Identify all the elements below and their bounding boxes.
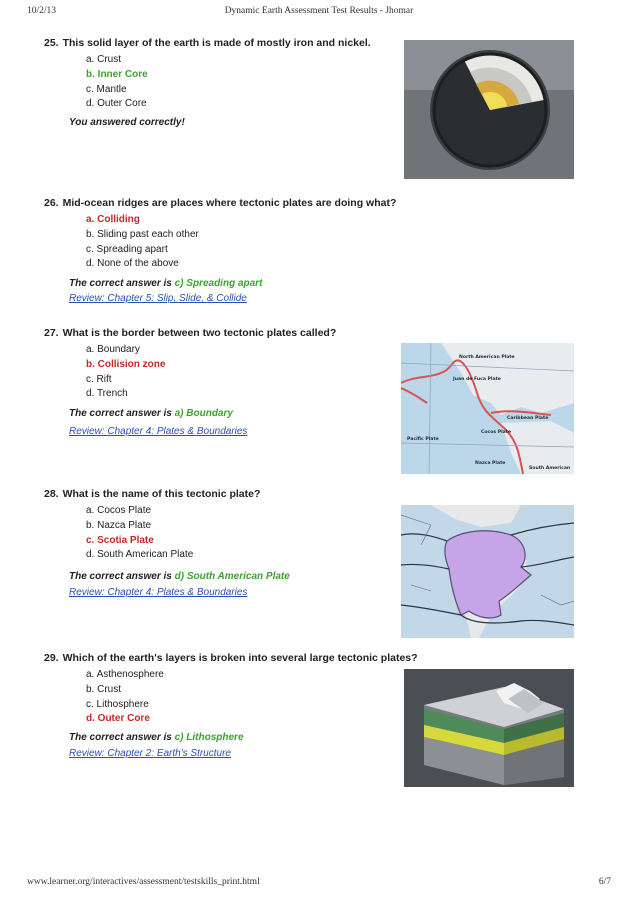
question-prompt: What is the border between two tectonic plates called? [62, 327, 337, 339]
south-american-plate-map [401, 505, 574, 638]
option-d: d. Trench [86, 388, 128, 400]
print-url: www.learner.org/interactives/assessment/testskills_print.html [27, 877, 260, 887]
question-prompt: Mid-ocean ridges are places where tectonic plates are doing what? [62, 197, 397, 209]
question-text [44, 488, 260, 500]
answer-options [86, 343, 165, 402]
option-a: a. Crust [86, 54, 122, 65]
question-text [44, 327, 336, 339]
option-d-selected-wrong: d. Outer Core [86, 713, 150, 725]
option-c: c. Lithosphere [86, 698, 149, 710]
question-text [44, 197, 396, 209]
feedback-correct-answer [69, 408, 233, 419]
review-link[interactable]: Review: Chapter 2: Earth's Structure [69, 748, 231, 759]
print-title: Dynamic Earth Assessment Test Results - Jhomar [224, 6, 414, 16]
feedback-correct-answer [69, 571, 290, 582]
feedback-answer: d) South American Plate [174, 571, 290, 582]
map-label-cocos: Cocos Plate [481, 430, 512, 435]
answer-options [86, 668, 164, 727]
map-label-nazca: Nazca Plate [475, 461, 506, 466]
map-label-north-american: North American Plate [459, 355, 515, 360]
option-a: a. Boundary [86, 344, 140, 355]
answer-options [86, 53, 148, 112]
review-link[interactable]: Review: Chapter 5: Slip, Slide, & Collide [69, 293, 247, 304]
feedback-answer: c) Spreading apart [174, 278, 263, 289]
feedback-prefix: The correct answer is [69, 408, 172, 419]
question-number: 26. [44, 197, 59, 209]
feedback-correct-answer [69, 278, 262, 289]
option-c: c. Spreading apart [86, 243, 168, 255]
option-c-selected-wrong: c. Scotia Plate [86, 534, 154, 546]
map-label-south-american: South American [529, 466, 571, 471]
feedback-correct: You answered correctly! [69, 117, 185, 128]
option-a: a. Asthenosphere [86, 669, 164, 680]
option-b: b. Nazca Plate [86, 519, 152, 531]
question-number: 28. [44, 488, 59, 500]
feedback-answer: c) Lithosphere [174, 732, 244, 743]
print-footer [0, 877, 638, 891]
question-text [44, 37, 371, 49]
answer-options [86, 504, 193, 563]
answer-options [86, 213, 199, 272]
print-date: 10/2/13 [27, 6, 57, 16]
question-number: 27. [44, 327, 59, 339]
question-number: 29. [44, 652, 59, 664]
feedback-prefix: The correct answer is [69, 732, 172, 743]
option-c: c. Mantle [86, 83, 127, 95]
option-d: d. South American Plate [86, 549, 194, 561]
plate-boundaries-map [401, 343, 574, 474]
feedback-prefix: The correct answer is [69, 278, 172, 289]
option-a: a. Cocos Plate [86, 505, 152, 516]
page-number: 6/7 [598, 877, 611, 887]
option-b-selected-correct: b. Inner Core [86, 68, 148, 80]
feedback-prefix: The correct answer is [69, 571, 172, 582]
feedback-answer: a) Boundary [174, 408, 233, 419]
question-number: 25. [44, 37, 59, 49]
option-d: d. None of the above [86, 258, 179, 270]
map-label-pacific: Pacific Plate [407, 437, 439, 442]
review-link[interactable]: Review: Chapter 4: Plates & Boundaries [69, 587, 248, 598]
question-prompt: What is the name of this tectonic plate? [62, 488, 261, 500]
option-b: b. Sliding past each other [86, 228, 199, 240]
print-header [0, 6, 638, 20]
option-b-selected-wrong: b. Collision zone [86, 358, 166, 370]
review-link[interactable]: Review: Chapter 4: Plates & Boundaries [69, 426, 248, 437]
option-d: d. Outer Core [86, 98, 147, 110]
question-text [44, 652, 418, 664]
earth-core-image [404, 40, 574, 179]
earth-layers-block-image [404, 669, 574, 787]
map-label-caribbean: Caribbean Plate [507, 416, 549, 421]
question-prompt: Which of the earth's layers is broken into several large tectonic plates? [62, 652, 418, 664]
question-prompt: This solid layer of the earth is made of mostly iron and nickel. [62, 37, 371, 49]
option-b: b. Crust [86, 683, 122, 695]
option-c: c. Rift [86, 373, 112, 385]
option-a-selected-wrong: a. Colliding [86, 214, 140, 225]
map-label-juan-de-fuca: Juan de Fuca Plate [453, 377, 501, 382]
feedback-correct-answer [69, 732, 244, 743]
